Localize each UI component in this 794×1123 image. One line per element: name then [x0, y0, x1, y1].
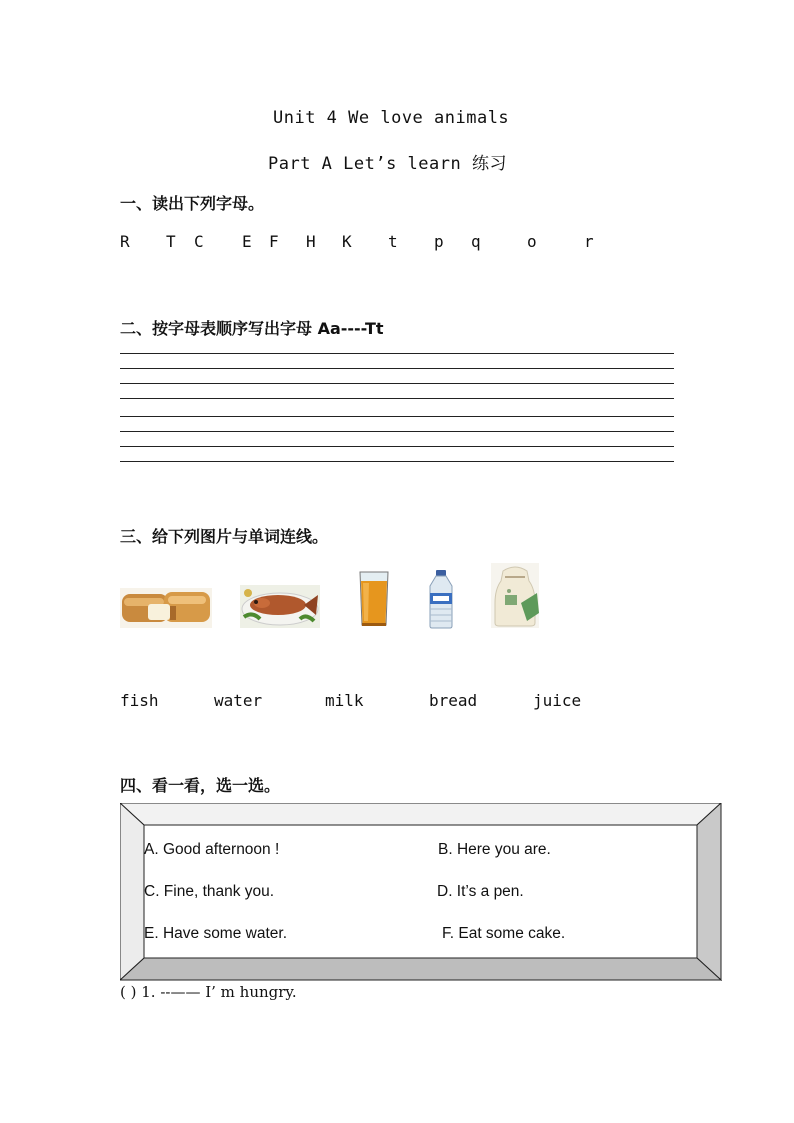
letter-item: C: [194, 232, 204, 251]
section-2-heading: 二、按字母表顺序写出字母 Aa----Tt: [120, 319, 384, 338]
option-b: B. Here you are.: [438, 841, 551, 858]
page-subtitle: Part A Let’s learn 练习: [268, 154, 507, 174]
page-title: Unit 4 We love animals: [273, 108, 510, 128]
writing-line: [120, 368, 674, 369]
word-option: bread: [429, 691, 478, 710]
milk-image: [491, 563, 539, 628]
letter-item: F: [269, 232, 279, 251]
letter-item: E: [242, 232, 252, 251]
section-3-heading: 三、给下列图片与单词连线。: [120, 527, 329, 546]
option-a: A. Good afternoon !: [144, 841, 280, 858]
fish-image: [240, 585, 320, 628]
writing-line: [120, 461, 674, 462]
writing-line: [120, 431, 674, 432]
section-1-heading: 一、读出下列字母。: [120, 194, 265, 213]
juice-image: [357, 569, 391, 628]
question-1: ( ) 1. --—— I’ m hungry.: [120, 983, 297, 1001]
writing-line: [120, 446, 674, 447]
option-f: F. Eat some cake.: [442, 925, 566, 942]
writing-line: [120, 398, 674, 399]
letter-item: o: [527, 232, 537, 251]
section-4-heading: 四、看一看，选一选。: [120, 776, 281, 795]
option-e: E. Have some water.: [144, 925, 288, 942]
water-bottle-image: [425, 569, 457, 629]
writing-line: [120, 416, 674, 417]
letter-item: R: [120, 232, 130, 251]
option-c: C. Fine, thank you.: [144, 883, 275, 900]
letter-item: T: [166, 232, 176, 251]
letter-item: q: [471, 232, 481, 251]
writing-line: [120, 353, 674, 354]
letter-item: H: [306, 232, 316, 251]
word-option: juice: [533, 691, 582, 710]
letter-item: t: [388, 232, 398, 251]
letter-item: K: [342, 232, 352, 251]
option-d: D. It’s a pen.: [437, 883, 524, 900]
bread-image: [120, 588, 212, 628]
writing-line: [120, 383, 674, 384]
letter-item: r: [584, 232, 594, 251]
word-option: water: [214, 691, 263, 710]
word-option: milk: [325, 691, 364, 710]
letter-item: p: [434, 232, 444, 251]
word-option: fish: [120, 691, 159, 710]
